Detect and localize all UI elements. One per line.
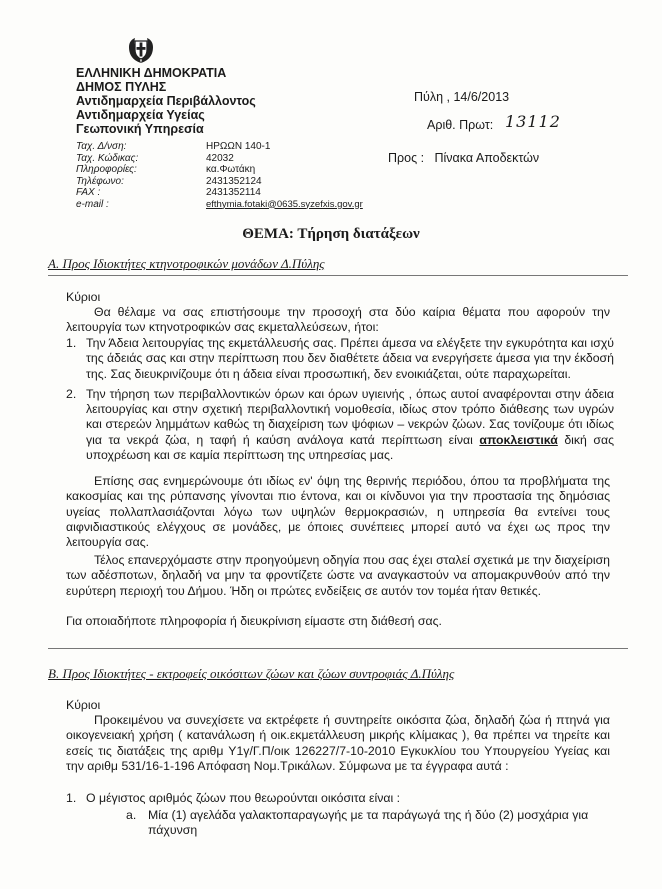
emphasis-text: αποκλειστικά <box>479 432 558 447</box>
section-a-closing: Για οποιαδήποτε πληροφορία ή διευκρίνιση είμαστε στη διάθεσή σας. <box>66 614 442 628</box>
contact-address: Ταχ. Δ/νση: ΗΡΩΩΝ 140-1 <box>76 141 271 152</box>
document-subject: ΘΕΜΑ: Τήρηση διατάξεων <box>242 226 420 242</box>
protocol-label: Αριθ. Πρωτ: <box>427 118 494 132</box>
section-a-paragraph: Τέλος επανερχόμαστε στην προηγούμενη οδηγία που σας έχει σταλεί σχετικά με την διαχείριση των αδέσποτων, δηλαδή να μην τα φροντίζετε ώστε να αναγκαστούν να απομακρυνθούν από την ευρύτερη περιοχή του Δήμου. Ήδη οι πρώτες ενδείξεις σε αυτόν τον τομέα ήταν θετικές. <box>66 553 610 598</box>
list-item: a. Μία (1) αγελάδα γαλακτοπαραγωγής με τα παράγωγά της ή δύο (2) μοσχάρια για πάχυνση <box>126 808 589 838</box>
department-environment: Αντιδημαρχεία Περιβάλλοντος <box>76 94 256 108</box>
country-name: ΕΛΛΗΝΙΚΗ ΔΗΜΟΚΡΑΤΙΑ <box>76 66 227 80</box>
contact-block <box>76 141 363 210</box>
department-agronomy: Γεωπονική Υπηρεσία <box>76 122 204 136</box>
section-b-sublist <box>126 808 610 839</box>
section-b-greeting: Κύριοι <box>66 698 101 712</box>
section-a-list <box>66 336 614 463</box>
section-b-title: Β. Προς Ιδιοκτήτες - εκτροφείς οικόσιτων ζώων και ζώων συντροφιάς Δ.Πύλης <box>48 666 455 681</box>
section-divider <box>48 648 628 649</box>
place-date: Πύλη , 14/6/2013 <box>414 90 510 104</box>
department-health: Αντιδημαρχεία Υγείας <box>76 108 205 122</box>
protocol-number: 13112 <box>505 112 561 131</box>
section-a-paragraph: Επίσης σας ενημερώνουμε ότι ιδίως εν' όψη της θερινής περιόδου, όπου τα προβλήματα της κακοσμίας και της ρύπανσης γίνονται πιο έντονα, και οι κίνδυνοι για την προστασία της δημόσιας υγείας πολλαπλασιάζονται λόγω των υψηλών θερμοκρασιών, η υπηρεσία θα εντείνει τους αιφνιδιαστικούς ελέγχους σε μονάδες, με όποιες συνέπειες μπορεί αυτό να έχει ως προς την λειτουργία σας. <box>66 474 610 550</box>
contact-postcode: Ταχ. Κώδικας: 42032 <box>76 152 234 164</box>
contact-fax: FAX : 2431352114 <box>76 187 261 198</box>
section-b-list <box>66 791 614 806</box>
list-item: 1. Την Άδεια λειτουργίας της εκμετάλλευσής σας. Πρέπει άμεσα να ελέγξετε την εγκυρότητα και ισχύ της άδειάς σας και στην περίπτωση που δεν διαθέτετε άδεια να ενεργήσετε άμεσα για την έκδοσή της. Σας διευκρινίζουμε ότι η άδεια είναι προσωπική, δεν ενοικιάζεται, ούτε παραχωρείται. <box>66 336 614 381</box>
recipients: Προς : Πίνακα Αποδεκτών <box>388 151 540 165</box>
list-item: 1. Ο μέγιστος αριθμός ζώων που θεωρούνται οικόσιτα είναι : <box>66 791 401 805</box>
section-a-title: Α. Προς Ιδιοκτήτες κτηνοτροφικών μονάδων Δ.Πύλης <box>48 256 325 271</box>
list-item: 2. Την τήρηση των περιβαλλοντικών όρων και όρων υγιεινής , όπως αυτοί αναφέρονται στην άδεια λειτουργίας και στην σχετική περιβαλλοντική νομοθεσία, ιδίως στον τρόπο διάθεσης των υγρών και στερεών λημμάτων καθώς τη διαχείριση των ψόφιων – νεκρών ζώων. Σας τονίζουμε ότι ιδίως για τα νεκρά ζώα, η ταφή ή καύση ανάλογα κατά περίπτωση είναι αποκλειστικά δική σας υποχρέωση και σε καμία περίπτωση της υπηρεσίας μας. <box>66 386 615 463</box>
section-b-paragraph: Προκειμένου να συνεχίσετε να εκτρέφετε ή συντηρείτε οικόσιτα ζώα, δηλαδή ζώα ή πτηνά για οικογενειακή χρήση ( κατανάλωση ή οικ.εκμετάλλευση μικρής κλίμακας ), θα πρέπει να τηρείτε και εσείς τις διατάξεις της αριθμ Υ1γ/Γ.Π/οικ 126227/7-10-2010 Εγκυκλίου του Υπουργείου Υγείας και την αριθμ 531/16-1-196 Απόφαση Νομ.Τρικάλων. Σύμφωνα με τα έγγραφα αυτά : <box>66 713 610 773</box>
contact-phone: Τηλέφωνο: 2431352124 <box>76 175 262 187</box>
email-link[interactable]: efthymia.fotaki@0635.syzefxis.gov.gr <box>206 198 363 210</box>
contact-email: e-mail : efthymia.fotaki@0635.syzefxis.gov.gr <box>76 198 363 210</box>
section-divider <box>48 275 628 276</box>
contact-info-person: Πληροφορίες: κα.Φωτάκη <box>76 164 256 175</box>
greek-emblem-icon <box>126 36 156 66</box>
section-a-greeting: Κύριοι <box>66 290 101 304</box>
section-a-intro: Θα θέλαμε να σας επιστήσουμε την προσοχή στα δύο καίρια θέματα που αφορούν την λειτουργία των κτηνοτροφικών σας εκμεταλλεύσεων, ήτοι: <box>66 305 610 335</box>
municipality-name: ΔΗΜΟΣ ΠΥΛΗΣ <box>76 80 167 94</box>
